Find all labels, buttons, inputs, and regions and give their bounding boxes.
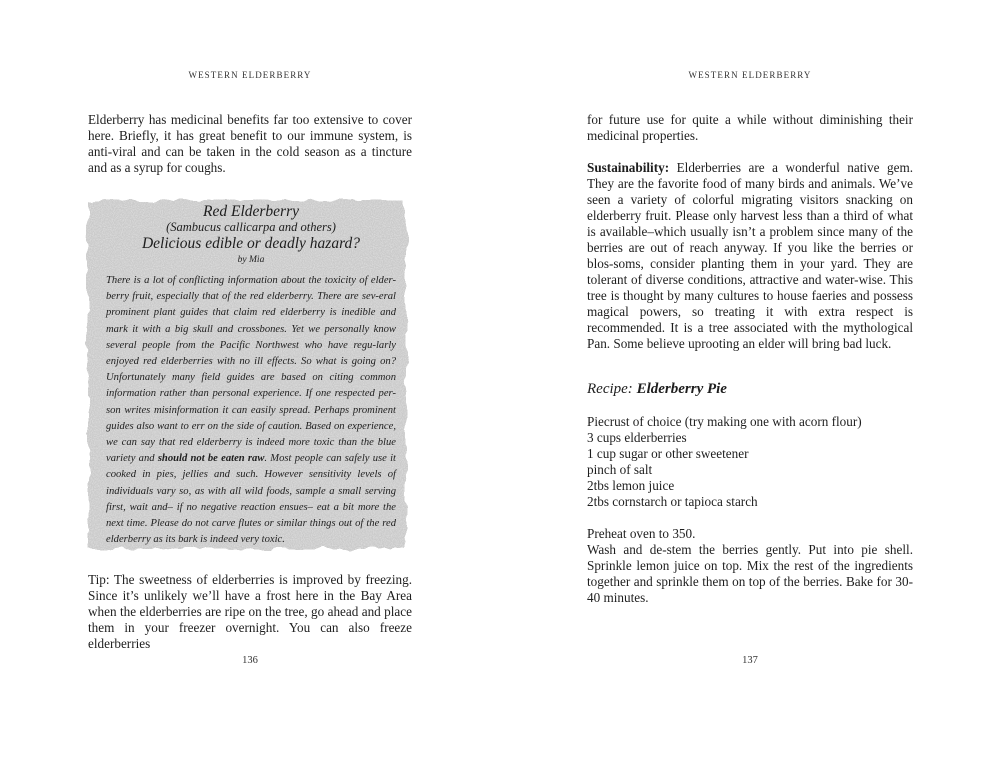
sidebar-body-part2: . Most people can safely use it cooked in pies, jellies and such. However sensitivity levels of individuals vary so, as with all wild foods, sample a small serving first, wait and– if no negative reaction ensues– eat a bit more the next time. Please do not carve flutes or similar things out of the red elderberry as its bark is indeed very toxic. [106,453,396,546]
running-head: WESTERN ELDERBERRY [188,70,312,80]
recipe-name: Elderberry Pie [636,381,727,397]
sustainability-text: Elderberries are a wonderful native gem. They are the favorite food of many birds and animals. We’ve seen a variety of colorful migrating visitors snacking on elderberry fruit. Please only harvest less than a third of what is available–which usually isn’t a problem since many of the berries are out of reach anyway. If you like the berries or blos-soms, consider planting them in your yard. They are tolerant of diverse conditions, attractive and water-wise. This tree is thought by many cultures to house faeries and possess magical powers, so treating it with extra respect is recommended. It is a tree associated with the mythological Pan. Some believe uprooting an elder will bring bad luck. [587,160,913,351]
sidebar-content [106,203,396,548]
sidebar-subtitle: (Sambucus callicarpa and others) [166,220,336,234]
sidebar-hazard-heading: Delicious edible or deadly hazard? [141,235,361,252]
tip-text: Tip: The sweetness of elderberries is improved by freezing. Since it’s unlikely we’ll have a frost here in the Bay Area when the elderberries are ripe on the tree, go ahead and place them in your freezer overnight. You can also freeze elderberries [88,572,412,651]
instructions-line1: Preheat oven to 350. [587,526,696,541]
sidebar-body-part1: There is a lot of conflicting information about the toxicity of elder-berry fruit, especially that of the red elderberry. There are sev-eral prominent plant guides that claim red elderberry is inedible and mark it with a big skull and crossbones. Yet we personally know several people from the Pacific Northwest who have regu-larly enjoyed red elderberries with no ill effects. So what is going on? Unfortunately many field guides are based on citing common information rather than personal experience. If one respected per-son writes misinformation it can easily spread. Perhaps prominent guides also want to err on the side of caution. Based on experience, we can say that red elderberry is indeed more toxic than the blue variety and [106,275,396,465]
tip-paragraph [88,572,412,652]
intro-text: Elderberry has medicinal benefits far too extensive to cover here. Briefly, it has great benefit to our immune system, is anti-viral and can be taken in the cold season as a tincture and as a syrup for coughs. [88,112,412,175]
ingredient-item: 3 cups elderberries [587,430,687,445]
intro-paragraph [88,112,412,176]
ingredient-list [587,414,862,510]
ingredient-item: Piecrust of choice (try making one with acorn flour) [587,414,862,429]
recipe-prefix: Recipe: [587,381,637,397]
sidebar-body [106,273,396,548]
ingredient-item: 1 cup sugar or other sweetener [587,446,749,461]
ingredient-item: 2tbs lemon juice [587,478,675,493]
sidebar-title: Red Elderberry [203,203,299,220]
ingredient-item: pinch of salt [587,462,653,477]
running-head: WESTERN ELDERBERRY [688,70,812,80]
page-number: 137 [742,655,758,666]
recipe-heading [587,381,913,397]
continuation-text: for future use for quite a while without diminishing their medicinal properties. [587,112,913,143]
instructions-paragraph [587,526,913,606]
red-elderberry-sidebar [78,193,416,557]
sustainability-label: Sustainability: [587,160,670,175]
continuation-paragraph [587,112,913,144]
sustainability-paragraph [587,160,913,352]
page-number: 136 [242,655,258,666]
instructions-text: Wash and de-stem the berries gently. Put into pie shell. Sprinkle lemon juice on top. Mix the rest of the ingredients together and sprinkle them on top of the berries. Bake for 30-40 minutes. [587,542,913,605]
sidebar-byline: by Mia [237,255,265,265]
right-page [500,0,1000,772]
ingredient-item: 2tbs cornstarch or tapioca starch [587,494,758,509]
sidebar-body-bold: should not be eaten raw [157,453,265,465]
